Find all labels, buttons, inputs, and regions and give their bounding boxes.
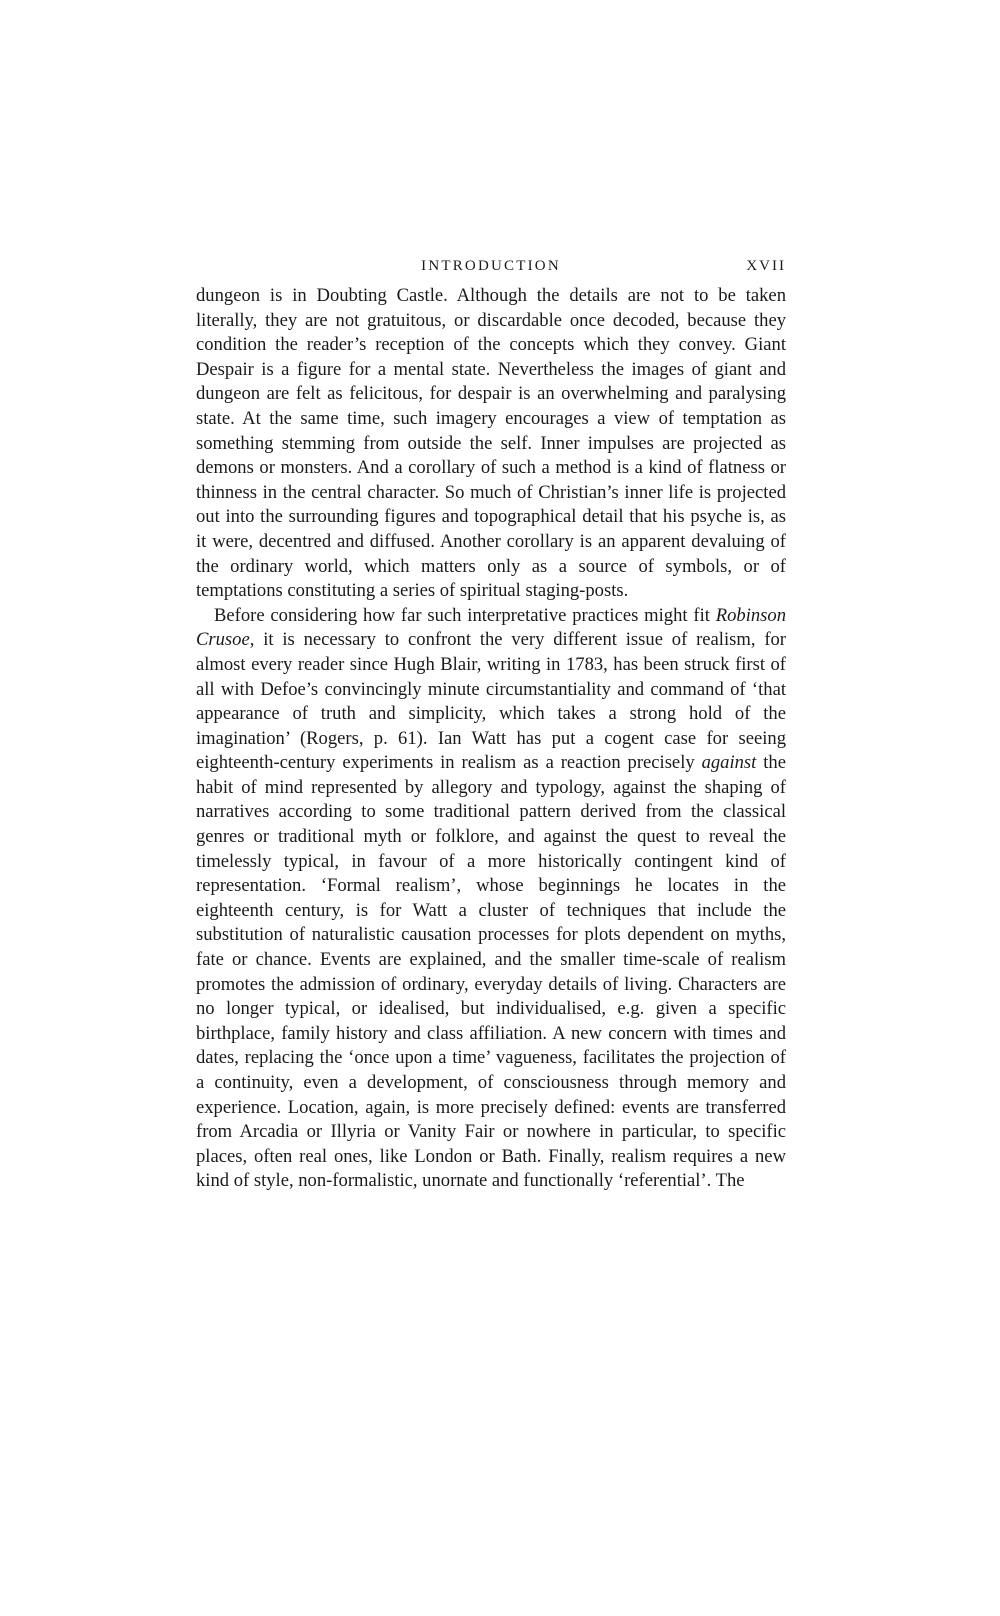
book-page: [196, 258, 786, 1194]
paragraph-2: [196, 604, 786, 1194]
paragraph-2-rest: the habit of mind represented by allegory and typology, against the shaping of narratives according to some traditional pattern derived from the classical genres or traditional myth or folklore, and against the quest to reveal the timelessly typical, in favour of a more historically contingent kind of representation. ‘Formal realism’, whose beginnings he locates in the eighteenth century, is for Watt a cluster of techniques that include the substitution of naturalistic causation processes for plots dependent on myths, fate or chance. Events are explained, and the smaller time-scale of realism promotes the admission of ordinary, everyday details of living. Characters are no longer typical, or idealised, but individualised, e.g. given a specific birthplace, family history and class affiliation. A new concern with times and dates, replacing the ‘once upon a time’ vagueness, facilitates the projection of a continuity, even a development, of consciousness through memory and experience. Location, again, is more precisely defined: events are transferred from Arcadia or Illyria or Vanity Fair or nowhere in particular, to specific places, often real ones, like London or Bath. Finally, realism requires a new kind of style, non-formalistic, unornate and functionally ‘referential’. The: [196, 752, 786, 1192]
body-text: [196, 284, 786, 1194]
running-head: [196, 258, 786, 282]
running-title: INTRODUCTION: [421, 258, 561, 274]
book-title-italic: Robinson Crusoe: [196, 604, 786, 651]
paragraph-2-mid: , it is necessary to confront the very different issue of realism, for almost every reader since Hugh Blair, writing in 1783, has been struck first of all with Defoe’s convincingly minute circumstantiality and command of ‘that appearance of truth and simplicity, which takes a strong hold of the imagination’ (Rogers, p. 61). Ian Watt has put a cogent case for seeing eighteenth-century experiments in realism as a reaction precisely: [196, 629, 786, 774]
emphasis-italic: against: [701, 752, 757, 774]
paragraph-2-lead: Before considering how far such interpretative practices might fit: [214, 604, 716, 626]
page-number: XVII: [746, 258, 786, 274]
paragraph-1: dungeon is in Doubting Castle. Although the details are not to be taken literally, they are not gratuitous, or discardable once decoded, because they condition the reader’s reception of the concepts which they convey. Giant Despair is a figure for a mental state. Nevertheless the images of giant and dungeon are felt as felicitous, for despair is an overwhelming and paralysing state. At the same time, such imagery encourages a view of temptation as something stemming from outside the self. Inner impulses are projected as demons or monsters. And a corollary of such a method is a kind of flatness or thinness in the central character. So much of Christian’s inner life is projected out into the surrounding figures and topographical detail that his psyche is, as it were, decentred and diffused. Another corollary is an apparent devaluing of the ordinary world, which matters only as a source of symbols, or of temptations constituting a series of spiritual staging-posts.: [196, 285, 786, 602]
